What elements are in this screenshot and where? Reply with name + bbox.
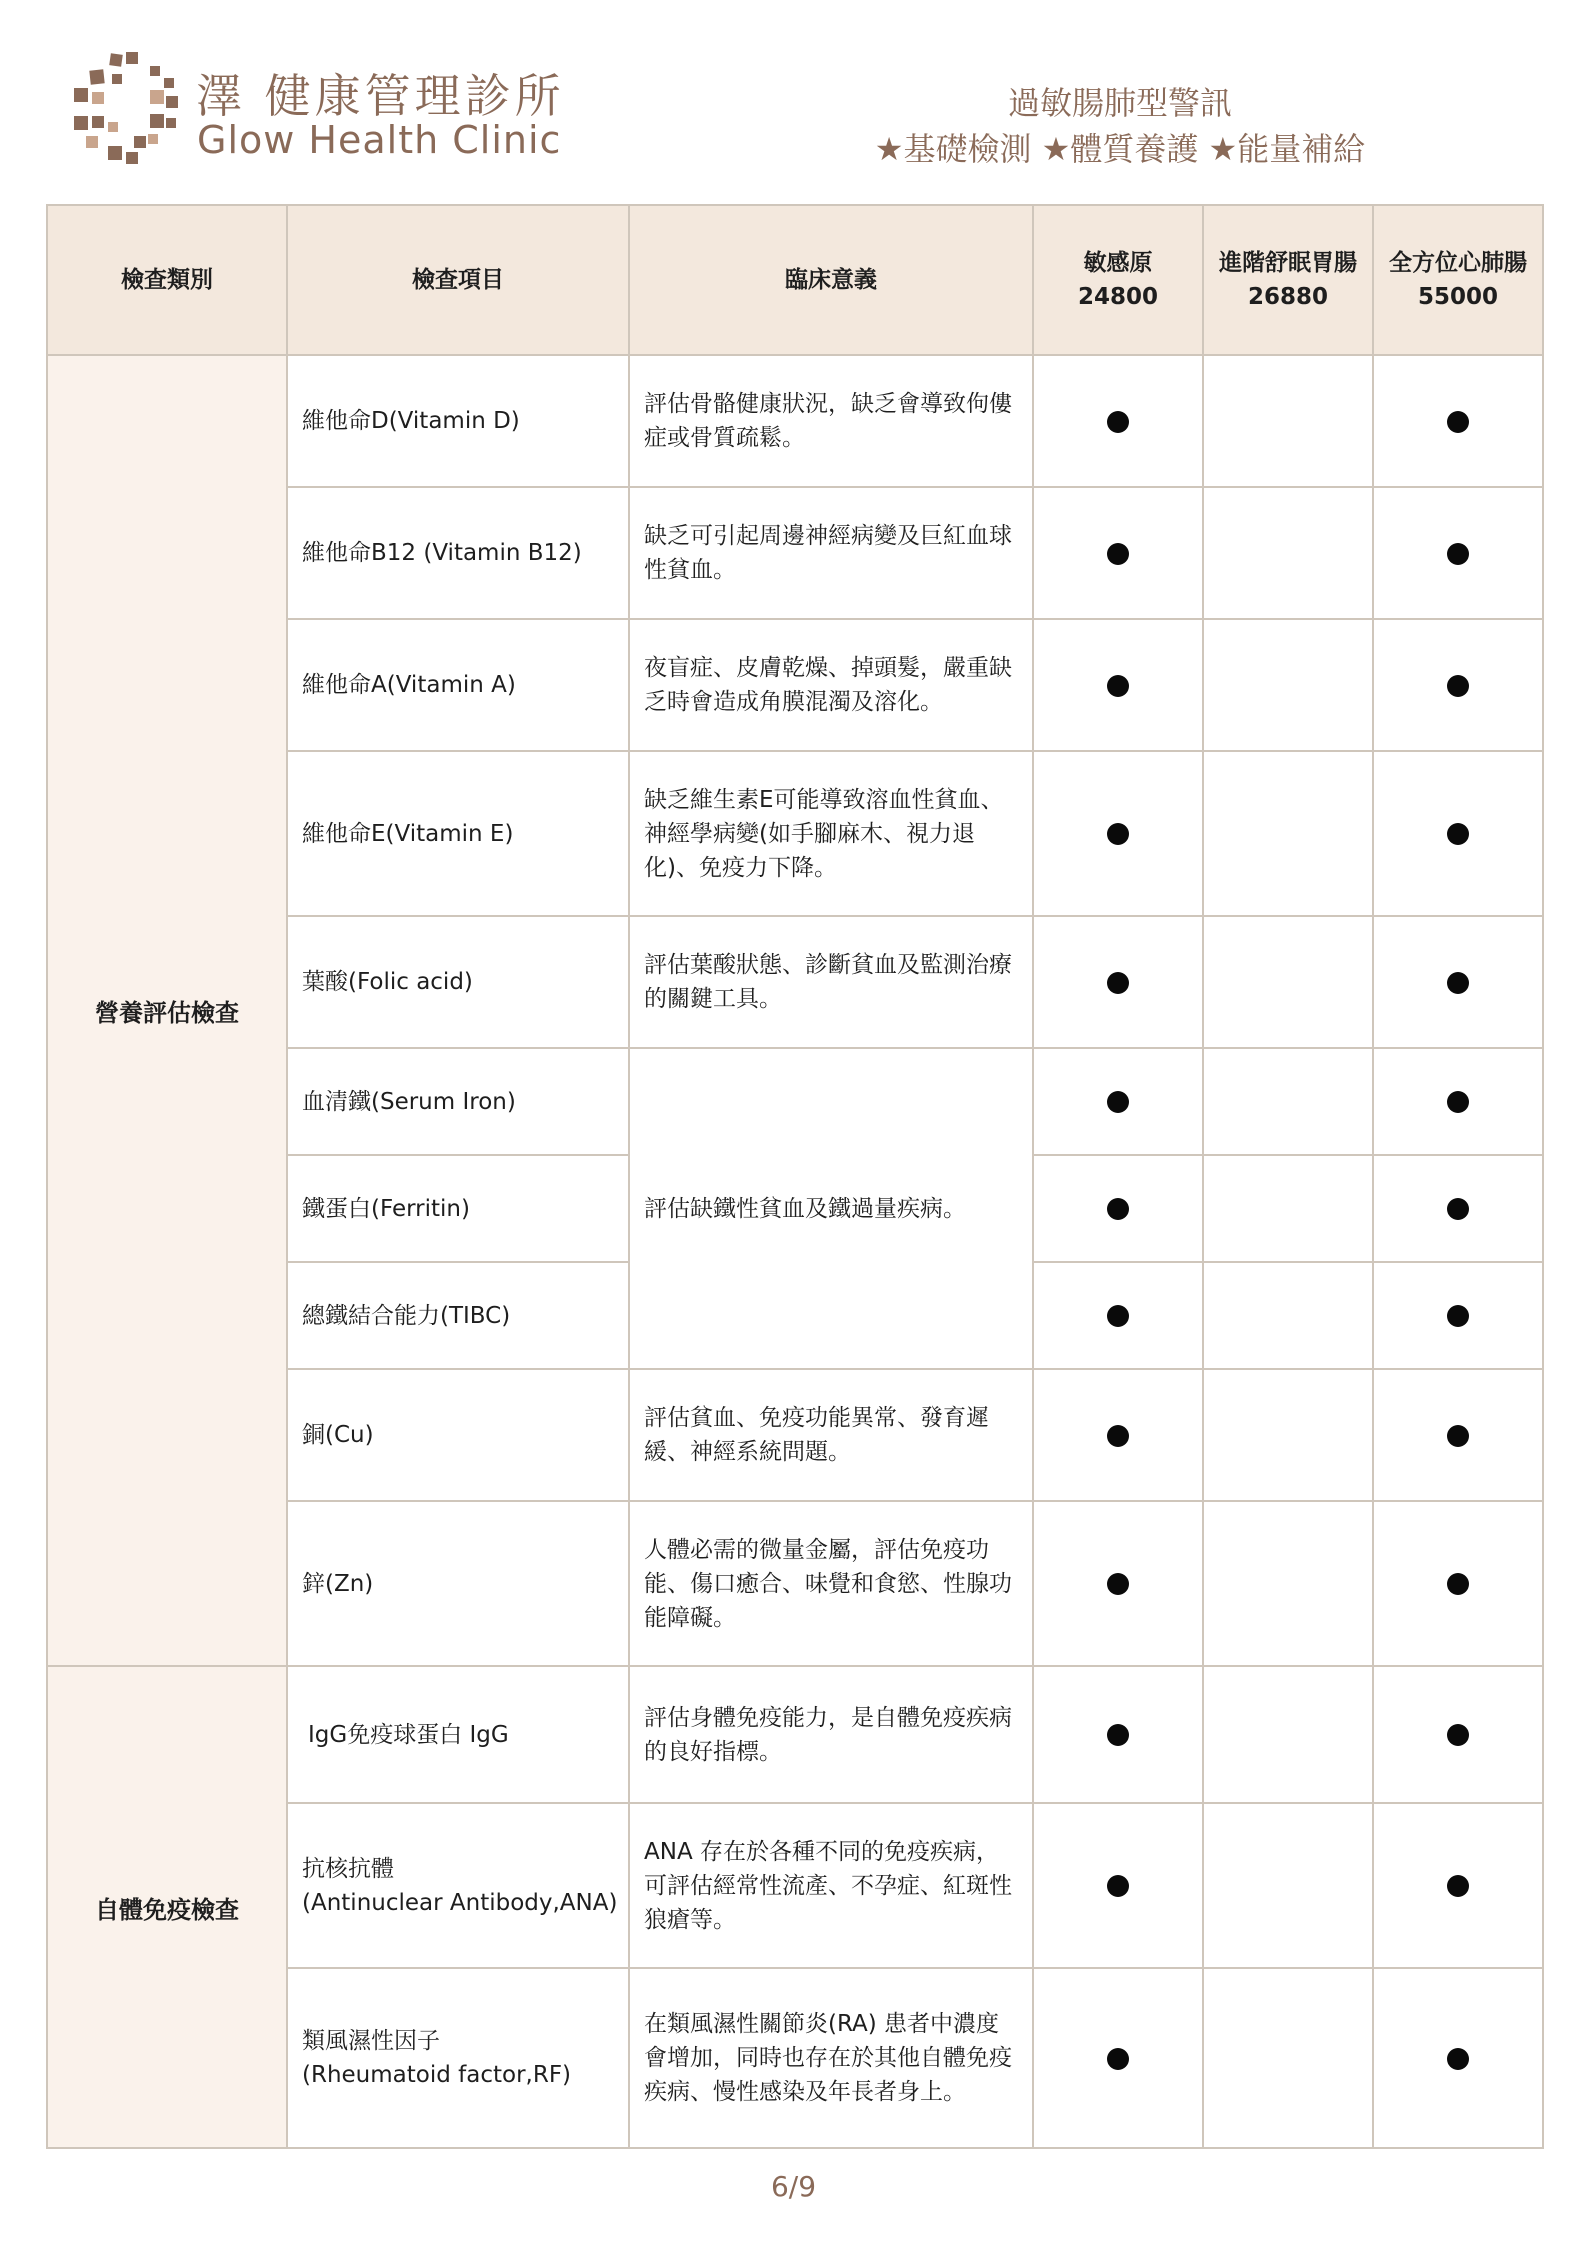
document-title: 過敏腸肺型警訊 <box>1007 84 1232 122</box>
clinic-name-chinese: 澤 健康管理診所 <box>196 69 565 123</box>
package-1-name: 敏感原 <box>1083 250 1153 276</box>
package-1-cell <box>1033 1369 1203 1501</box>
package-3-cell <box>1373 916 1543 1048</box>
package-2-cell <box>1203 1155 1373 1262</box>
item-name: 葉酸(Folic acid) <box>287 916 629 1048</box>
item-meaning: 在類風濕性關節炎(RA) 患者中濃度會增加，同時也存在於其他自體免疫疾病、慢性感染及年長者身上。 <box>629 1968 1033 2148</box>
item-meaning: 評估身體免疫能力，是自體免疫疾病的良好指標。 <box>629 1666 1033 1803</box>
item-name: 總鐵結合能力(TIBC) <box>287 1262 629 1369</box>
package-3-cell <box>1373 619 1543 751</box>
table-header-row <box>47 205 1543 355</box>
package-1-cell <box>1033 619 1203 751</box>
package-1-cell <box>1033 1803 1203 1968</box>
package-2-cell <box>1203 619 1373 751</box>
header-item: 檢查項目 <box>287 205 629 355</box>
included-dot-icon <box>1447 1875 1469 1897</box>
included-dot-icon <box>1447 823 1469 845</box>
included-dot-icon <box>1447 675 1469 697</box>
package-1-cell <box>1033 916 1203 1048</box>
header-package-2 <box>1203 205 1373 355</box>
package-3-cell <box>1373 1369 1543 1501</box>
package-3-cell <box>1373 1666 1543 1803</box>
item-meaning: 人體必需的微量金屬，評估免疫功能、傷口癒合、味覺和食慾、性腺功能障礙。 <box>629 1501 1033 1666</box>
item-name-line2: (Antinuclear Antibody,ANA) <box>302 1889 618 1916</box>
package-3-name: 全方位心肺腸 <box>1389 250 1527 276</box>
package-2-cell <box>1203 1369 1373 1501</box>
package-3-cell <box>1373 1048 1543 1155</box>
included-dot-icon <box>1107 411 1129 433</box>
included-dot-icon <box>1447 1425 1469 1447</box>
package-1-cell <box>1033 1262 1203 1369</box>
header-category: 檢查類別 <box>47 205 287 355</box>
item-name <box>287 1803 629 1968</box>
header-meaning: 臨床意義 <box>629 205 1033 355</box>
exam-table <box>46 204 1544 2149</box>
package-2-cell <box>1203 487 1373 619</box>
clinic-name-english: Glow Health Clinic <box>197 118 562 162</box>
package-1-price: 24800 <box>1077 284 1159 310</box>
included-dot-icon <box>1447 411 1469 433</box>
item-name: 鐵蛋白(Ferritin) <box>287 1155 629 1262</box>
included-dot-icon <box>1107 823 1129 845</box>
included-dot-icon <box>1447 1724 1469 1746</box>
item-name: IgG免疫球蛋白 IgG <box>287 1666 629 1803</box>
package-3-price: 55000 <box>1417 284 1499 310</box>
item-name-line2: (Rheumatoid factor,RF) <box>302 2062 572 2088</box>
package-2-cell <box>1203 1262 1373 1369</box>
package-3-cell <box>1373 355 1543 487</box>
included-dot-icon <box>1447 2048 1469 2070</box>
item-name: 維他命B12 (Vitamin B12) <box>287 487 629 619</box>
item-name-line1: 抗核抗體 <box>302 1855 394 1882</box>
package-3-cell <box>1373 1968 1543 2148</box>
package-2-name: 進階舒眠胃腸 <box>1219 250 1357 276</box>
item-name: 血清鐵(Serum Iron) <box>287 1048 629 1155</box>
included-dot-icon <box>1107 1875 1129 1897</box>
included-dot-icon <box>1447 1091 1469 1113</box>
item-meaning: 缺乏維生素E可能導致溶血性貧血、神經學病變(如手腳麻木、視力退化)、免疫力下降。 <box>629 751 1033 916</box>
item-name-line1: 類風濕性因子 <box>302 2028 440 2054</box>
package-3-cell <box>1373 487 1543 619</box>
package-1-cell <box>1033 751 1203 916</box>
included-dot-icon <box>1107 972 1129 994</box>
header-package-3 <box>1373 205 1543 355</box>
item-meaning: 評估骨骼健康狀況，缺乏會導致佝僂症或骨質疏鬆。 <box>629 355 1033 487</box>
included-dot-icon <box>1447 972 1469 994</box>
package-3-cell <box>1373 751 1543 916</box>
included-dot-icon <box>1447 543 1469 565</box>
package-2-cell <box>1203 355 1373 487</box>
item-name: 銅(Cu) <box>287 1369 629 1501</box>
package-1-cell <box>1033 355 1203 487</box>
item-name: 維他命D(Vitamin D) <box>287 355 629 487</box>
package-1-cell <box>1033 1501 1203 1666</box>
item-meaning: ANA 存在於各種不同的免疫疾病，可評估經常性流產、不孕症、紅斑性狼瘡等。 <box>629 1803 1033 1968</box>
page-header <box>0 0 1587 200</box>
package-1-cell <box>1033 1048 1203 1155</box>
included-dot-icon <box>1107 1724 1129 1746</box>
included-dot-icon <box>1107 1425 1129 1447</box>
package-1-cell <box>1033 1968 1203 2148</box>
package-2-price: 26880 <box>1247 284 1329 310</box>
package-1-cell <box>1033 1155 1203 1262</box>
item-meaning: 評估貧血、免疫功能異常、發育遲緩、神經系統問題。 <box>629 1369 1033 1501</box>
category-nutrition: 營養評估檢查 <box>47 355 287 1666</box>
item-name: 維他命E(Vitamin E) <box>287 751 629 916</box>
package-2-cell <box>1203 1666 1373 1803</box>
package-2-cell <box>1203 916 1373 1048</box>
included-dot-icon <box>1107 1198 1129 1220</box>
package-2-cell <box>1203 1501 1373 1666</box>
header-package-1 <box>1033 205 1203 355</box>
included-dot-icon <box>1107 1305 1129 1327</box>
category-autoimmune: 自體免疫檢查 <box>47 1666 287 2148</box>
package-1-cell <box>1033 1666 1203 1803</box>
package-2-cell <box>1203 1048 1373 1155</box>
included-dot-icon <box>1107 543 1129 565</box>
item-meaning: 評估葉酸狀態、診斷貧血及監測治療的關鍵工具。 <box>629 916 1033 1048</box>
table-row <box>47 1666 1543 1803</box>
item-meaning: 評估缺鐵性貧血及鐵過量疾病。 <box>629 1048 1033 1369</box>
clinic-logo-icon <box>72 52 182 168</box>
table-row <box>47 355 1543 487</box>
package-3-cell <box>1373 1803 1543 1968</box>
document-subtitle: ★基礎檢測 ★體質養護 ★能量補給 <box>874 130 1366 168</box>
package-3-cell <box>1373 1501 1543 1666</box>
package-3-cell <box>1373 1262 1543 1369</box>
included-dot-icon <box>1107 2048 1129 2070</box>
included-dot-icon <box>1447 1198 1469 1220</box>
package-1-cell <box>1033 487 1203 619</box>
included-dot-icon <box>1107 1573 1129 1595</box>
included-dot-icon <box>1447 1573 1469 1595</box>
package-2-cell <box>1203 751 1373 916</box>
item-name: 維他命A(Vitamin A) <box>287 619 629 751</box>
included-dot-icon <box>1447 1305 1469 1327</box>
package-3-cell <box>1373 1155 1543 1262</box>
item-meaning: 缺乏可引起周邊神經病變及巨紅血球性貧血。 <box>629 487 1033 619</box>
page-number: 6/9 <box>770 2170 817 2203</box>
item-meaning: 夜盲症、皮膚乾燥、掉頭髮，嚴重缺乏時會造成角膜混濁及溶化。 <box>629 619 1033 751</box>
item-name: 鋅(Zn) <box>287 1501 629 1666</box>
package-2-cell <box>1203 1968 1373 2148</box>
included-dot-icon <box>1107 675 1129 697</box>
included-dot-icon <box>1107 1091 1129 1113</box>
package-2-cell <box>1203 1803 1373 1968</box>
item-name <box>287 1968 629 2148</box>
